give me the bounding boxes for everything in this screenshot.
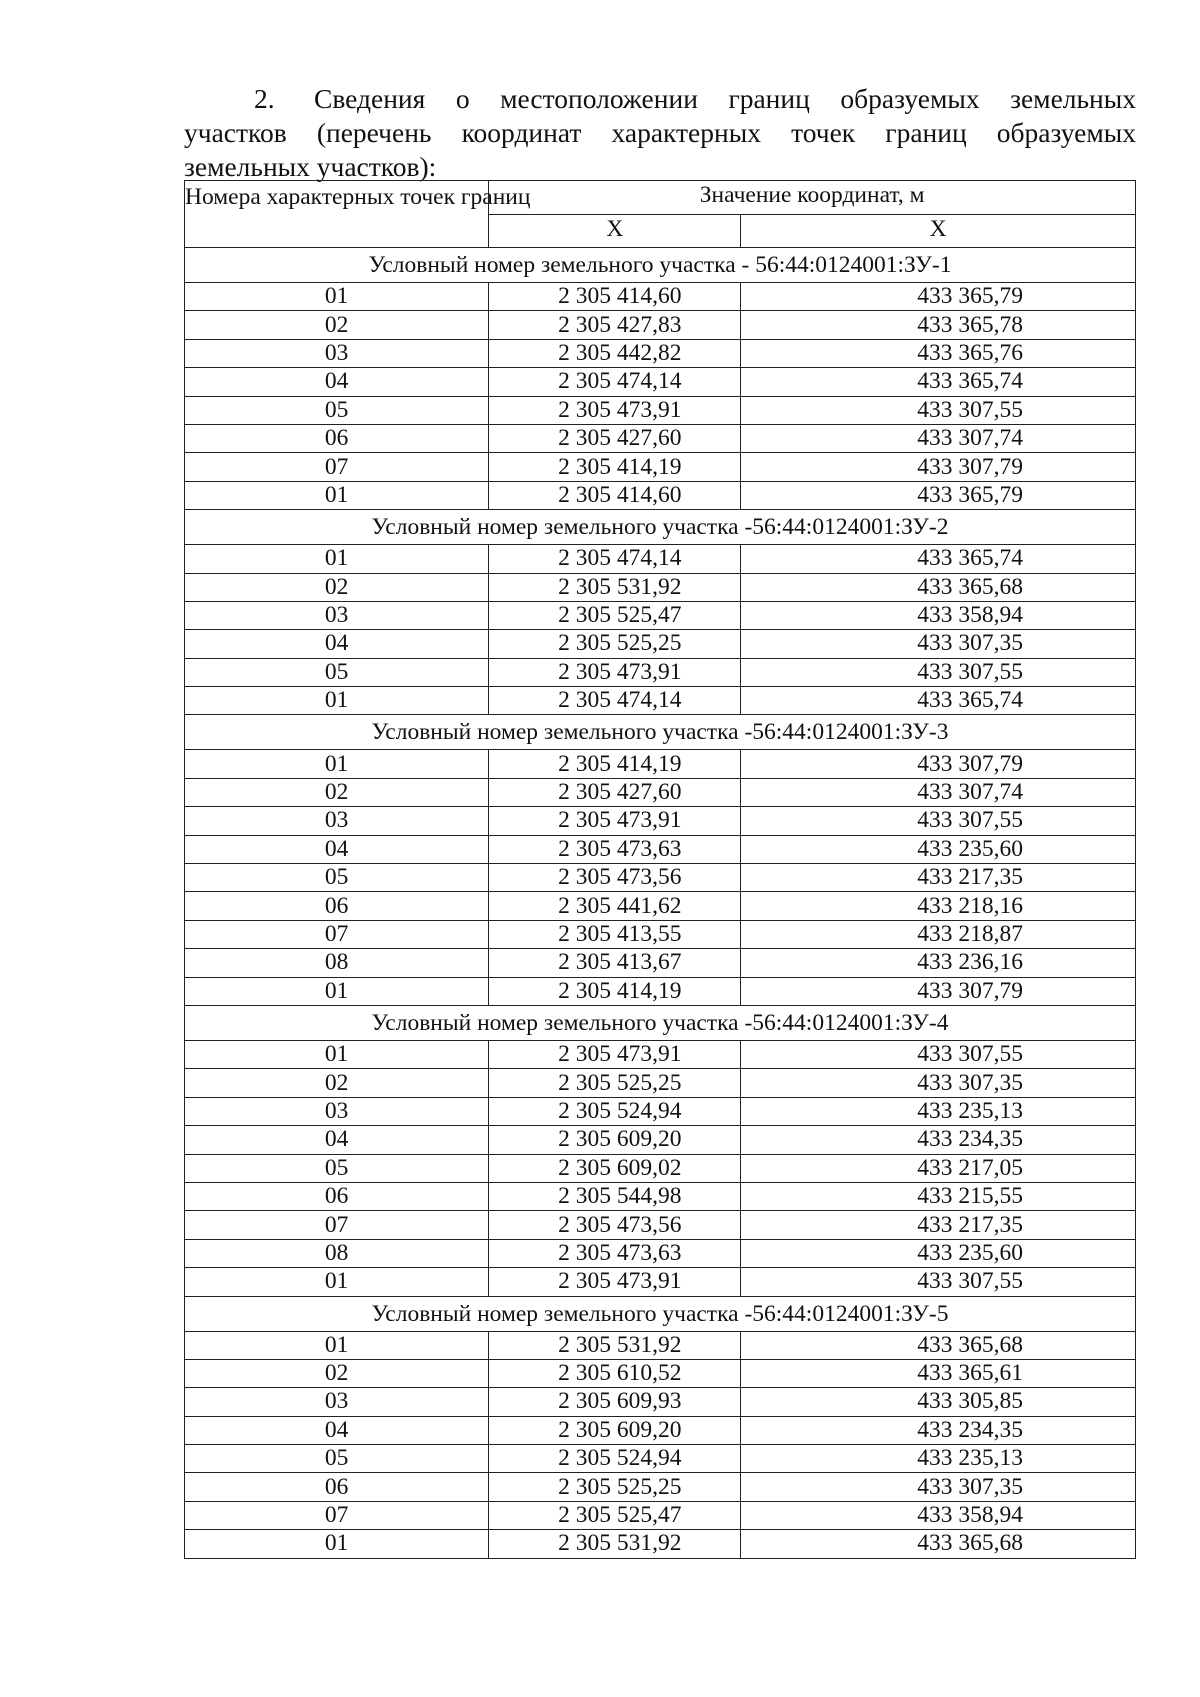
table-row xyxy=(185,1501,1136,1529)
point-number-cell: 04 xyxy=(185,368,489,396)
table-row xyxy=(185,1126,1136,1154)
coord-x-cell: 2 305 414,19 xyxy=(489,750,741,778)
parcel-group-title: Условный номер земельного участка -56:44:0124001:ЗУ-5 xyxy=(185,1296,1136,1331)
table-row xyxy=(185,864,1136,892)
point-number-cell: 05 xyxy=(185,396,489,424)
coord-y-cell: 433 365,79 xyxy=(741,481,1136,509)
point-number-cell: 02 xyxy=(185,311,489,339)
coord-x-cell: 2 305 414,60 xyxy=(489,481,741,509)
coord-x-cell: 2 305 474,14 xyxy=(489,687,741,715)
coord-x-cell: 2 305 473,91 xyxy=(489,807,741,835)
point-number-cell: 07 xyxy=(185,920,489,948)
table-row xyxy=(185,1268,1136,1296)
coord-y-cell: 433 307,35 xyxy=(741,630,1136,658)
point-number-cell: 03 xyxy=(185,1097,489,1125)
point-number-cell: 06 xyxy=(185,1182,489,1210)
table-row xyxy=(185,1239,1136,1267)
coord-y-cell: 433 307,35 xyxy=(741,1473,1136,1501)
coord-y-cell: 433 235,13 xyxy=(741,1445,1136,1473)
table-row xyxy=(185,835,1136,863)
coord-y-cell: 433 307,74 xyxy=(741,424,1136,452)
coord-x-cell: 2 305 442,82 xyxy=(489,339,741,367)
table-row xyxy=(185,630,1136,658)
table-row xyxy=(185,545,1136,573)
point-number-cell: 04 xyxy=(185,835,489,863)
point-number-cell: 01 xyxy=(185,1331,489,1359)
coord-x-cell: 2 305 441,62 xyxy=(489,892,741,920)
point-number-cell: 01 xyxy=(185,750,489,778)
coordinates-table-body xyxy=(185,181,1136,1559)
table-row xyxy=(185,1359,1136,1387)
coord-x-cell: 2 305 544,98 xyxy=(489,1182,741,1210)
header-coords: Значение координат, м xyxy=(489,181,1136,215)
parcel-group-row xyxy=(185,1296,1136,1331)
coord-x-cell: 2 305 473,91 xyxy=(489,1268,741,1296)
point-number-cell: 04 xyxy=(185,1416,489,1444)
coord-y-cell: 433 217,35 xyxy=(741,864,1136,892)
table-row xyxy=(185,1097,1136,1125)
coord-x-cell: 2 305 610,52 xyxy=(489,1359,741,1387)
coord-y-cell: 433 365,74 xyxy=(741,368,1136,396)
table-row xyxy=(185,481,1136,509)
parcel-group-row xyxy=(185,248,1136,283)
coord-y-cell: 433 307,55 xyxy=(741,658,1136,686)
coord-x-cell: 2 305 531,92 xyxy=(489,573,741,601)
point-number-cell: 02 xyxy=(185,573,489,601)
coord-y-cell: 433 307,55 xyxy=(741,1040,1136,1068)
coord-y-cell: 433 307,55 xyxy=(741,807,1136,835)
table-header-row xyxy=(185,181,1136,215)
point-number-cell: 01 xyxy=(185,545,489,573)
point-number-cell: 01 xyxy=(185,1530,489,1558)
parcel-group-title: Условный номер земельного участка - 56:44:0124001:ЗУ-1 xyxy=(185,248,1136,283)
table-row xyxy=(185,424,1136,452)
coord-x-cell: 2 305 524,94 xyxy=(489,1097,741,1125)
point-number-cell: 03 xyxy=(185,807,489,835)
coord-x-cell: 2 305 473,56 xyxy=(489,1211,741,1239)
coord-x-cell: 2 305 414,19 xyxy=(489,977,741,1005)
point-number-cell: 05 xyxy=(185,1154,489,1182)
coord-y-cell: 433 307,55 xyxy=(741,1268,1136,1296)
coord-y-cell: 433 307,74 xyxy=(741,778,1136,806)
table-row xyxy=(185,1445,1136,1473)
coord-x-cell: 2 305 473,63 xyxy=(489,1239,741,1267)
table-row xyxy=(185,311,1136,339)
coord-x-cell: 2 305 427,83 xyxy=(489,311,741,339)
coord-y-cell: 433 215,55 xyxy=(741,1182,1136,1210)
table-row xyxy=(185,778,1136,806)
table-row xyxy=(185,892,1136,920)
coord-x-cell: 2 305 525,47 xyxy=(489,601,741,629)
coord-x-cell: 2 305 414,19 xyxy=(489,453,741,481)
point-number-cell: 06 xyxy=(185,1473,489,1501)
coord-x-cell: 2 305 525,47 xyxy=(489,1501,741,1529)
point-number-cell: 04 xyxy=(185,1126,489,1154)
table-row xyxy=(185,1530,1136,1558)
coord-x-cell: 2 305 609,20 xyxy=(489,1416,741,1444)
coord-x-cell: 2 305 473,91 xyxy=(489,396,741,424)
coord-y-cell: 433 235,13 xyxy=(741,1097,1136,1125)
intro-line-2: участков (перечень координат характерных точек границ образуемых xyxy=(184,117,1136,148)
coord-x-cell: 2 305 525,25 xyxy=(489,630,741,658)
coord-y-cell: 433 358,94 xyxy=(741,601,1136,629)
coord-y-cell: 433 307,55 xyxy=(741,396,1136,424)
coord-y-cell: 433 235,60 xyxy=(741,1239,1136,1267)
coord-y-cell: 433 236,16 xyxy=(741,949,1136,977)
coord-x-cell: 2 305 413,67 xyxy=(489,949,741,977)
point-number-cell: 01 xyxy=(185,977,489,1005)
coord-x-cell: 2 305 609,93 xyxy=(489,1388,741,1416)
table-row xyxy=(185,1040,1136,1068)
coord-x-cell: 2 305 609,20 xyxy=(489,1126,741,1154)
parcel-group-row xyxy=(185,715,1136,750)
point-number-cell: 01 xyxy=(185,1040,489,1068)
table-row xyxy=(185,1069,1136,1097)
intro-line-3: земельных участков): xyxy=(184,151,437,182)
point-number-cell: 05 xyxy=(185,1445,489,1473)
coord-x-cell: 2 305 413,55 xyxy=(489,920,741,948)
point-number-cell: 03 xyxy=(185,339,489,367)
table-row xyxy=(185,750,1136,778)
coord-x-cell: 2 305 427,60 xyxy=(489,424,741,452)
coord-x-cell: 2 305 474,14 xyxy=(489,545,741,573)
coord-x-cell: 2 305 473,63 xyxy=(489,835,741,863)
table-row xyxy=(185,1388,1136,1416)
table-row xyxy=(185,1331,1136,1359)
table-row xyxy=(185,453,1136,481)
coord-x-cell: 2 305 531,92 xyxy=(489,1331,741,1359)
coord-x-cell: 2 305 473,91 xyxy=(489,658,741,686)
point-number-cell: 03 xyxy=(185,601,489,629)
point-number-cell: 01 xyxy=(185,283,489,311)
coord-y-cell: 433 307,79 xyxy=(741,750,1136,778)
coord-y-cell: 433 365,68 xyxy=(741,573,1136,601)
intro-line-1 xyxy=(184,82,1136,116)
section-number: 2. xyxy=(254,83,275,114)
point-number-cell: 01 xyxy=(185,481,489,509)
point-number-cell: 01 xyxy=(185,1268,489,1296)
table-row xyxy=(185,1154,1136,1182)
point-number-cell: 07 xyxy=(185,1501,489,1529)
table-row xyxy=(185,658,1136,686)
point-number-cell: 06 xyxy=(185,892,489,920)
point-number-cell: 08 xyxy=(185,1239,489,1267)
coord-y-cell: 433 365,68 xyxy=(741,1530,1136,1558)
table-row xyxy=(185,396,1136,424)
coord-y-cell: 433 365,68 xyxy=(741,1331,1136,1359)
header-points: Номера характерных точек границ xyxy=(185,181,489,248)
point-number-cell: 02 xyxy=(185,1359,489,1387)
table-row xyxy=(185,1473,1136,1501)
coord-y-cell: 433 365,74 xyxy=(741,687,1136,715)
point-number-cell: 08 xyxy=(185,949,489,977)
table-row xyxy=(185,807,1136,835)
section-intro xyxy=(184,82,1136,184)
coord-y-cell: 433 305,85 xyxy=(741,1388,1136,1416)
coord-x-cell: 2 305 414,60 xyxy=(489,283,741,311)
coord-x-cell: 2 305 524,94 xyxy=(489,1445,741,1473)
table-row xyxy=(185,573,1136,601)
point-number-cell: 02 xyxy=(185,778,489,806)
coord-y-cell: 433 307,79 xyxy=(741,453,1136,481)
table-row xyxy=(185,601,1136,629)
point-number-cell: 06 xyxy=(185,424,489,452)
coord-x-cell: 2 305 609,02 xyxy=(489,1154,741,1182)
coord-y-cell: 433 307,35 xyxy=(741,1069,1136,1097)
point-number-cell: 01 xyxy=(185,687,489,715)
table-row xyxy=(185,368,1136,396)
coord-x-cell: 2 305 531,92 xyxy=(489,1530,741,1558)
parcel-group-title: Условный номер земельного участка -56:44:0124001:ЗУ-3 xyxy=(185,715,1136,750)
coord-y-cell: 433 365,76 xyxy=(741,339,1136,367)
coord-y-cell: 433 218,16 xyxy=(741,892,1136,920)
coordinates-table xyxy=(184,180,1136,1559)
table-row xyxy=(185,977,1136,1005)
header-x: X xyxy=(489,214,741,248)
coord-y-cell: 433 365,79 xyxy=(741,283,1136,311)
coord-y-cell: 433 365,78 xyxy=(741,311,1136,339)
coord-y-cell: 433 234,35 xyxy=(741,1416,1136,1444)
coord-x-cell: 2 305 427,60 xyxy=(489,778,741,806)
parcel-group-row xyxy=(185,1005,1136,1040)
header-y: X xyxy=(741,214,1136,248)
coord-y-cell: 433 234,35 xyxy=(741,1126,1136,1154)
coord-x-cell: 2 305 525,25 xyxy=(489,1473,741,1501)
table-row xyxy=(185,687,1136,715)
point-number-cell: 07 xyxy=(185,1211,489,1239)
coord-x-cell: 2 305 474,14 xyxy=(489,368,741,396)
point-number-cell: 07 xyxy=(185,453,489,481)
table-row xyxy=(185,339,1136,367)
coord-y-cell: 433 307,79 xyxy=(741,977,1136,1005)
coord-x-cell: 2 305 525,25 xyxy=(489,1069,741,1097)
point-number-cell: 05 xyxy=(185,658,489,686)
coord-y-cell: 433 365,61 xyxy=(741,1359,1136,1387)
coord-x-cell: 2 305 473,91 xyxy=(489,1040,741,1068)
coord-y-cell: 433 218,87 xyxy=(741,920,1136,948)
table-row xyxy=(185,949,1136,977)
coord-y-cell: 433 358,94 xyxy=(741,1501,1136,1529)
point-number-cell: 05 xyxy=(185,864,489,892)
parcel-group-title: Условный номер земельного участка -56:44:0124001:ЗУ-2 xyxy=(185,510,1136,545)
point-number-cell: 04 xyxy=(185,630,489,658)
table-row xyxy=(185,920,1136,948)
coord-y-cell: 433 217,05 xyxy=(741,1154,1136,1182)
table-row xyxy=(185,1182,1136,1210)
table-row xyxy=(185,283,1136,311)
point-number-cell: 03 xyxy=(185,1388,489,1416)
point-number-cell: 02 xyxy=(185,1069,489,1097)
coord-x-cell: 2 305 473,56 xyxy=(489,864,741,892)
coord-y-cell: 433 365,74 xyxy=(741,545,1136,573)
parcel-group-title: Условный номер земельного участка -56:44:0124001:ЗУ-4 xyxy=(185,1005,1136,1040)
intro-line-1-text: Сведения о местоположении границ образуемых земельных xyxy=(314,83,1136,114)
coord-y-cell: 433 217,35 xyxy=(741,1211,1136,1239)
coord-y-cell: 433 235,60 xyxy=(741,835,1136,863)
parcel-group-row xyxy=(185,510,1136,545)
table-row xyxy=(185,1211,1136,1239)
table-row xyxy=(185,1416,1136,1444)
